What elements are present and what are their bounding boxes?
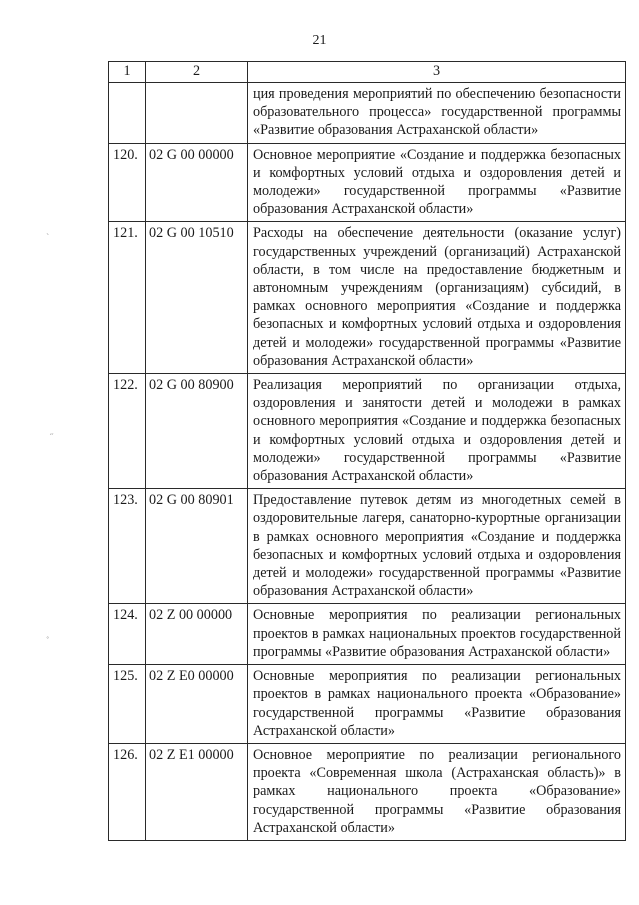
column-header-number: 1 [109,62,146,83]
table-row [109,743,626,840]
row-number [109,83,146,144]
row-description: Основное мероприятие по реализации регионального проекта «Современная школа (Астраханская область)» в рамках национального проекта «Образование» государственной программы «Развитие образования Астраханской области» [248,743,626,840]
table-row [109,222,626,374]
column-header-code: 2 [146,62,248,83]
row-code: 02 G 00 80900 [146,374,248,489]
row-number: 120. [109,143,146,222]
row-number: 122. [109,374,146,489]
scan-artifact-mark: ˶ [50,428,54,439]
scan-artifact-mark: ˳ [46,628,50,639]
table-row [109,604,626,665]
table-row [109,489,626,604]
table-header-row [109,62,626,83]
row-description: Основные мероприятия по реализации региональных проектов в рамках национального проекта «Образование» государственной программы «Развитие образования Астраханской области» [248,665,626,744]
table-row [109,665,626,744]
row-number: 126. [109,743,146,840]
row-number: 121. [109,222,146,374]
row-description: ция проведения мероприятий по обеспечению безопасности образовательного процесса» государственной программы «Развитие образования Астраханской области» [248,83,626,144]
row-number: 125. [109,665,146,744]
row-description: Расходы на обеспечение деятельности (оказание услуг) государственных учреждений (организаций) Астраханской области, в том числе на предоставление бюджетным и автономным учреждениям (организациям) субсидий, в рамках основного мероприятия «Создание и поддержка безопасных и комфортных условий отдыха и оздоровления детей и молодежи» государственной программы «Развитие образования Астраханской области» [248,222,626,374]
column-header-description: 3 [248,62,626,83]
row-code: 02 G 00 80901 [146,489,248,604]
budget-classification-table [108,61,626,841]
table-row [109,83,626,144]
page-number: 21 [312,33,327,48]
table-row [109,143,626,222]
row-code: 02 Z E1 00000 [146,743,248,840]
row-code [146,83,248,144]
table-row [109,374,626,489]
row-description: Реализация мероприятий по организации отдыха, оздоровления и занятости детей и молодежи в рамках основного мероприятия «Создание и поддержка безопасных и комфортных условий отдыха и оздоровления детей и молодежи» государственной программы «Развитие образования Астраханской области» [248,374,626,489]
row-number: 123. [109,489,146,604]
row-description: Основные мероприятия по реализации региональных проектов в рамках национальных проектов государственной программы «Развитие образования Астраханской области» [248,604,626,665]
row-code: 02 Z 00 00000 [146,604,248,665]
row-description: Предоставление путевок детям из многодетных семей в оздоровительные лагеря, санаторно-курортные организации в рамках основного мероприятия «Создание и поддержка безопасных и комфортных условий отдыха и оздоровления детей и молодежи» государственной программы «Развитие образования Астраханской области» [248,489,626,604]
row-code: 02 Z E0 00000 [146,665,248,744]
row-code: 02 G 00 10510 [146,222,248,374]
row-number: 124. [109,604,146,665]
row-description: Основное мероприятие «Создание и поддержка безопасных и комфортных условий отдыха и оздоровления детей и молодежи» государственной программы «Развитие образования Астраханской области» [248,143,626,222]
row-code: 02 G 00 00000 [146,143,248,222]
scan-artifact-mark: ˴ [46,228,50,239]
